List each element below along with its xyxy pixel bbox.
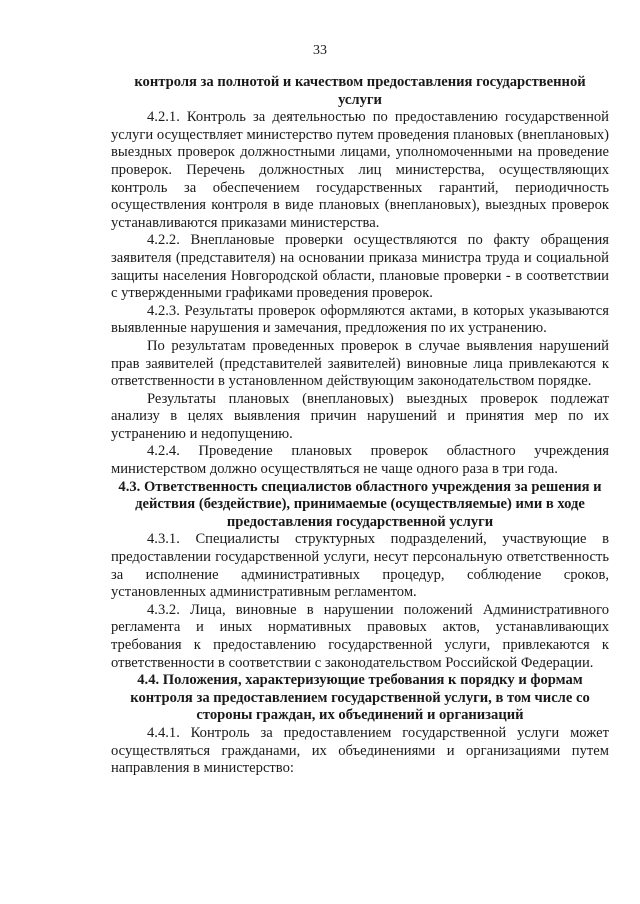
- paragraph-4-2-4: 4.2.4. Проведение плановых проверок областного учреждения министерством должно осуществляться не чаще одного раза в три года.: [111, 443, 609, 478]
- section-heading-4-2-continued: контроля за полнотой и качеством предоставления государственной услуги: [134, 74, 586, 108]
- paragraph-4-3-2: 4.3.2. Лица, виновные в нарушении положений Административного регламента и иных нормативных правовых актов, устанавливающих требования к предоставлению государственной услуги, привлекаются к ответственности в соответствии с законодательством Российской Федерации.: [111, 601, 609, 671]
- section-heading-4-4: 4.4. Положения, характеризующие требования к порядку и формам контроля за предоставлением государственной услуги, в том числе со стороны граждан, их объединений и организаций: [130, 672, 590, 724]
- paragraph-4-2-3: 4.2.3. Результаты проверок оформляются актами, в которых указываются выявленные нарушения и замечания, предложения по их устранению.: [111, 302, 609, 337]
- document-body: [111, 74, 609, 778]
- paragraph-4-3-1: 4.3.1. Специалисты структурных подразделений, участвующие в предоставлении государственной услуги, несут персональную ответственность за исполнение административных процедур, соблюдение сроков, установленных административным регламентом.: [111, 531, 609, 601]
- paragraph-inspection-analysis: Результаты плановых (внеплановых) выездных проверок подлежат анализу в целях выявления причин нарушений и принятия мер по их устранению и недопущению.: [111, 390, 609, 442]
- paragraph-4-4-1: 4.4.1. Контроль за предоставлением государственной услуги может осуществляться гражданами, их объединениями и организациями путем направления в министерство:: [111, 724, 609, 777]
- paragraph-inspection-results: По результатам проведенных проверок в случае выявления нарушений прав заявителей (представителей заявителей) виновные лица привлекаются к ответственности в установленном действующим законодательством порядке.: [111, 337, 609, 390]
- section-heading-4-3: 4.3. Ответственность специалистов областного учреждения за решения и действия (бездействие), принимаемые (осуществляемые) ими в ходе предоставления государственной услуги: [118, 478, 602, 530]
- paragraph-4-2-1: 4.2.1. Контроль за деятельностью по предоставлению государственной услуги осуществляет министерство путем проведения плановых (внеплановых) выездных проверок должностными лицами, уполномоченными на проведение проверок. Перечень должностных лиц министерства, осуществляющих контроль за обеспечением государственных гарантий, периодичность осуществления контроля в виде плановых (внеплановых), выездных проверок устанавливаются приказами министерства.: [111, 109, 609, 231]
- page-number: 33: [313, 43, 327, 58]
- paragraph-4-2-2: 4.2.2. Внеплановые проверки осуществляются по факту обращения заявителя (представителя) на основании приказа министра труда и социальной защиты населения Новгородской области, плановые проверки - в соответствии с утвержденными графиками проведения проверок.: [111, 232, 609, 302]
